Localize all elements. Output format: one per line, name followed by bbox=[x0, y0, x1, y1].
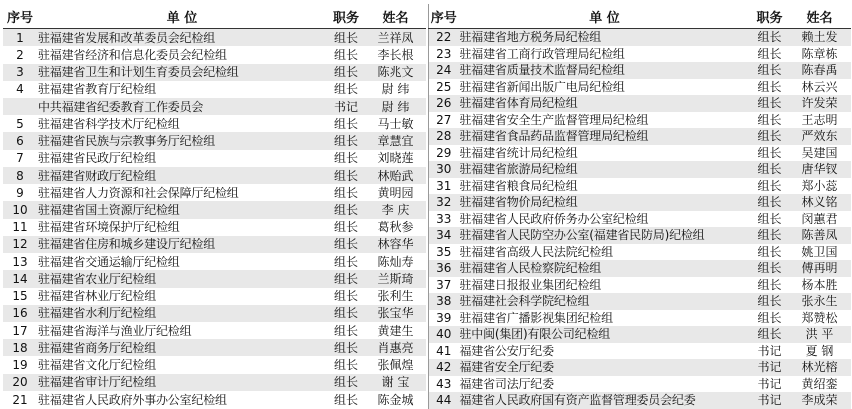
row-position: 组长 bbox=[757, 46, 782, 61]
table-row bbox=[429, 46, 851, 63]
table-row bbox=[3, 46, 426, 63]
table-row bbox=[429, 194, 851, 211]
roster-tables bbox=[3, 4, 850, 409]
row-unit: 驻福建省交通运输厅纪检组 bbox=[38, 254, 180, 269]
row-number: 39 bbox=[436, 310, 452, 325]
row-number: 9 bbox=[16, 185, 24, 200]
row-unit: 驻福建省统计局纪检组 bbox=[459, 145, 578, 160]
row-unit: 驻福建省文化厅纪检组 bbox=[38, 358, 157, 373]
row-position: 组长 bbox=[327, 270, 365, 287]
row-person-name: 肖惠亮 bbox=[365, 339, 426, 356]
table-row bbox=[429, 227, 851, 244]
row-position: 组长 bbox=[757, 211, 782, 226]
table-row bbox=[429, 62, 851, 79]
row-person-name: 张永生 bbox=[789, 293, 851, 310]
table-row bbox=[429, 145, 851, 162]
row-person-name: 尉 纬 bbox=[381, 82, 410, 97]
row-position: 组长 bbox=[333, 289, 358, 304]
row-position: 组长 bbox=[751, 260, 789, 277]
row-number: 34 bbox=[429, 227, 459, 244]
row-number: 8 bbox=[3, 167, 37, 184]
row-position: 组长 bbox=[333, 220, 358, 235]
header-unit: 单 位 bbox=[459, 4, 751, 29]
row-unit: 驻福建省人民检察院纪检组 bbox=[459, 260, 751, 277]
row-position: 组长 bbox=[327, 132, 365, 149]
row-position: 组长 bbox=[333, 358, 358, 373]
row-person-name: 陈灿寿 bbox=[377, 254, 414, 269]
row-number: 18 bbox=[3, 339, 37, 356]
row-position: 组长 bbox=[757, 178, 782, 193]
table-row bbox=[429, 161, 851, 178]
row-position: 组长 bbox=[757, 277, 782, 292]
row-number: 28 bbox=[429, 128, 459, 145]
table-row bbox=[3, 253, 426, 270]
row-unit: 驻福建省民政厅纪检组 bbox=[38, 151, 157, 166]
table-row bbox=[3, 288, 426, 305]
row-position: 组长 bbox=[327, 374, 365, 391]
row-number: 22 bbox=[429, 29, 459, 46]
row-unit: 福建省安全厅纪委 bbox=[459, 359, 751, 376]
row-unit: 驻福建省农业厅纪检组 bbox=[37, 270, 327, 287]
row-unit: 驻福建省财政厅纪检组 bbox=[37, 167, 327, 184]
row-position: 组长 bbox=[333, 116, 358, 131]
header-unit: 单 位 bbox=[37, 4, 327, 29]
row-person-name: 傅再明 bbox=[789, 260, 851, 277]
row-number: 20 bbox=[3, 374, 37, 391]
row-person-name: 许发荣 bbox=[789, 95, 851, 112]
row-unit: 驻福建省人民政府侨务办公室纪检组 bbox=[459, 211, 649, 226]
row-number bbox=[3, 98, 37, 115]
row-unit: 驻福建省教育厅纪检组 bbox=[38, 82, 157, 97]
row-position: 组长 bbox=[751, 194, 789, 211]
row-number: 35 bbox=[436, 244, 452, 259]
row-person-name: 唐华钗 bbox=[789, 161, 851, 178]
row-unit: 驻福建省新闻出版广电局纪检组 bbox=[459, 79, 625, 94]
header-no: 序号 bbox=[3, 4, 37, 29]
row-person-name: 严效东 bbox=[789, 128, 851, 145]
row-person-name: 吴建国 bbox=[801, 145, 838, 160]
row-person-name: 姚卫国 bbox=[801, 244, 838, 259]
row-number: 4 bbox=[16, 82, 24, 97]
row-position: 组长 bbox=[327, 64, 365, 81]
row-position: 组长 bbox=[333, 47, 358, 62]
row-unit: 驻福建省广播影视集团纪检组 bbox=[459, 310, 613, 325]
row-unit: 驻福建省人民防空办公室(福建省民防局)纪检组 bbox=[459, 227, 751, 244]
table-row bbox=[3, 81, 426, 98]
row-unit: 驻福建省经济和信息化委员会纪检组 bbox=[38, 47, 227, 62]
header-no: 序号 bbox=[429, 4, 459, 29]
table-row bbox=[429, 178, 851, 195]
row-position: 组长 bbox=[757, 145, 782, 160]
row-number: 42 bbox=[429, 359, 459, 376]
table-row bbox=[429, 260, 851, 277]
row-unit: 驻福建省海洋与渔业厅纪检组 bbox=[38, 323, 192, 338]
row-position: 书记 bbox=[757, 376, 782, 391]
table-row bbox=[429, 359, 851, 376]
row-position: 组长 bbox=[757, 79, 782, 94]
row-unit: 福建省公安厅纪委 bbox=[459, 343, 554, 358]
row-number: 13 bbox=[12, 254, 28, 269]
table-row bbox=[3, 236, 426, 253]
table-header-row bbox=[3, 4, 426, 29]
row-person-name: 张宝华 bbox=[365, 305, 426, 322]
row-number: 24 bbox=[429, 62, 459, 79]
row-unit: 驻福建省安全生产监督管理局纪检组 bbox=[459, 112, 649, 127]
row-person-name: 陈善凤 bbox=[789, 227, 851, 244]
row-person-name: 陈春禹 bbox=[789, 62, 851, 79]
row-unit: 驻福建日报报业集团纪检组 bbox=[459, 277, 602, 292]
header-position: 职务 bbox=[751, 4, 789, 29]
row-number: 43 bbox=[436, 376, 452, 391]
row-number: 14 bbox=[3, 270, 37, 287]
table-row bbox=[3, 219, 426, 236]
row-position: 组长 bbox=[757, 244, 782, 259]
row-person-name: 李成荣 bbox=[789, 392, 851, 409]
row-position: 书记 bbox=[757, 343, 782, 358]
table-row bbox=[429, 211, 851, 228]
table-row bbox=[429, 326, 851, 343]
row-unit: 驻中闽(集团)有限公司纪检组 bbox=[459, 326, 751, 343]
right-roster-table bbox=[428, 4, 851, 409]
row-person-name: 兰祥凤 bbox=[365, 29, 426, 47]
row-person-name: 王志明 bbox=[801, 112, 838, 127]
table-row bbox=[429, 310, 851, 327]
row-person-name: 闵蕙君 bbox=[801, 211, 838, 226]
row-position: 组长 bbox=[327, 167, 365, 184]
row-unit: 驻福建省工商行政管理局纪检组 bbox=[459, 46, 625, 61]
row-person-name: 林光榕 bbox=[789, 359, 851, 376]
row-person-name: 黄明园 bbox=[377, 185, 414, 200]
row-position: 组长 bbox=[327, 29, 365, 47]
row-person-name: 章慧宜 bbox=[365, 132, 426, 149]
row-number: 32 bbox=[429, 194, 459, 211]
table-row bbox=[3, 184, 426, 201]
row-number: 10 bbox=[3, 201, 37, 218]
row-number: 17 bbox=[12, 323, 28, 338]
row-unit: 驻福建社会科学院纪检组 bbox=[459, 293, 751, 310]
table-row bbox=[3, 64, 426, 81]
row-number: 5 bbox=[16, 116, 24, 131]
row-unit: 驻福建省粮食局纪检组 bbox=[459, 178, 578, 193]
table-row bbox=[429, 277, 851, 294]
row-number: 25 bbox=[436, 79, 452, 94]
row-unit: 驻福建省高级人民法院纪检组 bbox=[459, 244, 613, 259]
row-position: 组长 bbox=[333, 254, 358, 269]
row-number: 40 bbox=[429, 326, 459, 343]
row-unit: 驻福建省体育局纪检组 bbox=[459, 95, 751, 112]
row-number: 2 bbox=[16, 47, 24, 62]
table-row bbox=[429, 293, 851, 310]
row-person-name: 林贻武 bbox=[365, 167, 426, 184]
row-position: 组长 bbox=[327, 201, 365, 218]
row-person-name: 刘晓莲 bbox=[377, 151, 414, 166]
row-number: 23 bbox=[436, 46, 452, 61]
table-row bbox=[429, 79, 851, 96]
row-position: 书记 bbox=[327, 98, 365, 115]
row-position: 组长 bbox=[751, 95, 789, 112]
row-position: 组长 bbox=[751, 161, 789, 178]
row-unit: 驻福建省卫生和计划生育委员会纪检组 bbox=[37, 64, 327, 81]
row-number: 41 bbox=[436, 343, 452, 358]
row-position: 组长 bbox=[333, 82, 358, 97]
row-person-name: 赖土发 bbox=[789, 29, 851, 46]
row-person-name: 李 庆 bbox=[365, 201, 426, 218]
row-unit: 驻福建省商务厅纪检组 bbox=[37, 339, 327, 356]
row-number: 7 bbox=[16, 151, 24, 166]
row-unit: 中共福建省纪委教育工作委员会 bbox=[37, 98, 327, 115]
row-number: 6 bbox=[3, 132, 37, 149]
row-person-name: 马士敏 bbox=[377, 116, 414, 131]
table-row bbox=[3, 115, 426, 132]
row-unit: 福建省人民政府国有资产监督管理委员会纪委 bbox=[459, 392, 751, 409]
row-person-name: 陈兆文 bbox=[365, 64, 426, 81]
row-person-name: 陈金城 bbox=[377, 392, 414, 407]
row-person-name: 黄绍銮 bbox=[801, 376, 838, 391]
table-row bbox=[429, 128, 851, 145]
row-unit: 福建省司法厅纪委 bbox=[459, 376, 554, 391]
row-position: 组长 bbox=[751, 227, 789, 244]
table-row bbox=[3, 29, 426, 47]
row-position: 书记 bbox=[751, 359, 789, 376]
row-person-name: 陈章栋 bbox=[801, 46, 838, 61]
row-position: 组长 bbox=[751, 128, 789, 145]
table-row bbox=[3, 305, 426, 322]
row-number: 15 bbox=[12, 289, 28, 304]
row-unit: 驻福建省食品药品监督管理局纪检组 bbox=[459, 128, 751, 145]
row-unit: 驻福建省国土资源厅纪检组 bbox=[37, 201, 327, 218]
row-position: 组长 bbox=[327, 236, 365, 253]
header-position: 职务 bbox=[327, 4, 365, 29]
row-position: 书记 bbox=[751, 392, 789, 409]
row-number: 31 bbox=[436, 178, 452, 193]
table-row bbox=[3, 201, 426, 218]
table-row bbox=[3, 391, 426, 409]
row-number: 29 bbox=[436, 145, 452, 160]
row-person-name: 郑赞松 bbox=[801, 310, 838, 325]
table-row bbox=[429, 29, 851, 46]
row-unit: 驻福建省物价局纪检组 bbox=[459, 194, 751, 211]
row-unit: 驻福建省发展和改革委员会纪检组 bbox=[37, 29, 327, 47]
row-number: 16 bbox=[3, 305, 37, 322]
row-person-name: 杨本胜 bbox=[801, 277, 838, 292]
row-unit: 驻福建省旅游局纪检组 bbox=[459, 161, 751, 178]
row-unit: 驻福建省民族与宗教事务厅纪检组 bbox=[37, 132, 327, 149]
row-number: 1 bbox=[3, 29, 37, 47]
row-person-name: 林云兴 bbox=[801, 79, 838, 94]
row-number: 21 bbox=[12, 392, 28, 407]
row-unit: 驻福建省水利厅纪检组 bbox=[37, 305, 327, 322]
row-position: 组长 bbox=[333, 392, 358, 407]
table-header-row bbox=[429, 4, 851, 29]
table-row bbox=[3, 356, 426, 373]
row-position: 组长 bbox=[327, 339, 365, 356]
right-table-body bbox=[429, 29, 851, 409]
row-position: 组长 bbox=[751, 293, 789, 310]
row-unit: 驻福建省审计厅纪检组 bbox=[37, 374, 327, 391]
row-person-name: 尉 纬 bbox=[365, 98, 426, 115]
row-unit: 驻福建省住房和城乡建设厅纪检组 bbox=[37, 236, 327, 253]
row-number: 38 bbox=[429, 293, 459, 310]
row-person-name: 林容华 bbox=[365, 236, 426, 253]
table-row bbox=[3, 270, 426, 287]
row-number: 30 bbox=[429, 161, 459, 178]
row-number: 12 bbox=[3, 236, 37, 253]
row-unit: 驻福建省环境保护厅纪检组 bbox=[38, 220, 180, 235]
header-name: 姓名 bbox=[365, 4, 426, 29]
row-person-name: 兰斯琦 bbox=[365, 270, 426, 287]
row-position: 组长 bbox=[333, 323, 358, 338]
table-row bbox=[3, 339, 426, 356]
row-number: 27 bbox=[436, 112, 452, 127]
table-row bbox=[429, 244, 851, 261]
table-row bbox=[429, 392, 851, 409]
row-number: 37 bbox=[436, 277, 452, 292]
row-person-name: 谢 宝 bbox=[365, 374, 426, 391]
table-row bbox=[429, 112, 851, 129]
row-position: 组长 bbox=[757, 310, 782, 325]
header-name: 姓名 bbox=[789, 4, 851, 29]
row-position: 组长 bbox=[327, 305, 365, 322]
row-number: 26 bbox=[429, 95, 459, 112]
table-row bbox=[3, 150, 426, 167]
row-person-name: 黄建生 bbox=[377, 323, 414, 338]
row-number: 19 bbox=[12, 358, 28, 373]
table-row bbox=[429, 376, 851, 393]
row-person-name: 张佩煌 bbox=[377, 358, 414, 373]
row-position: 组长 bbox=[757, 112, 782, 127]
row-person-name: 洪 平 bbox=[789, 326, 851, 343]
row-position: 组长 bbox=[751, 326, 789, 343]
row-number: 36 bbox=[429, 260, 459, 277]
row-person-name: 葛秋参 bbox=[377, 220, 414, 235]
left-table-body bbox=[3, 29, 426, 409]
row-person-name: 夏 钢 bbox=[805, 343, 834, 358]
table-row bbox=[429, 95, 851, 112]
row-position: 组长 bbox=[333, 185, 358, 200]
table-row bbox=[3, 132, 426, 149]
row-person-name: 张利生 bbox=[377, 289, 414, 304]
row-position: 组长 bbox=[333, 151, 358, 166]
row-number: 3 bbox=[3, 64, 37, 81]
row-number: 44 bbox=[429, 392, 459, 409]
row-unit: 驻福建省质量技术监督局纪检组 bbox=[459, 62, 751, 79]
row-number: 11 bbox=[12, 220, 28, 235]
table-row bbox=[3, 322, 426, 339]
row-position: 组长 bbox=[751, 62, 789, 79]
row-unit: 驻福建省人民政府外事办公室纪检组 bbox=[38, 392, 227, 407]
table-row bbox=[3, 167, 426, 184]
table-row bbox=[3, 98, 426, 115]
row-unit: 驻福建省地方税务局纪检组 bbox=[459, 29, 751, 46]
left-roster-table bbox=[3, 4, 426, 409]
row-unit: 驻福建省科学技术厅纪检组 bbox=[38, 116, 180, 131]
row-person-name: 李长根 bbox=[377, 47, 414, 62]
table-row bbox=[3, 374, 426, 391]
row-person-name: 郑小蕊 bbox=[801, 178, 838, 193]
table-row bbox=[429, 343, 851, 360]
row-unit: 驻福建省林业厅纪检组 bbox=[38, 289, 157, 304]
row-unit: 驻福建省人力资源和社会保障厅纪检组 bbox=[38, 185, 239, 200]
row-number: 33 bbox=[436, 211, 452, 226]
row-person-name: 林义铭 bbox=[789, 194, 851, 211]
row-position: 组长 bbox=[751, 29, 789, 46]
